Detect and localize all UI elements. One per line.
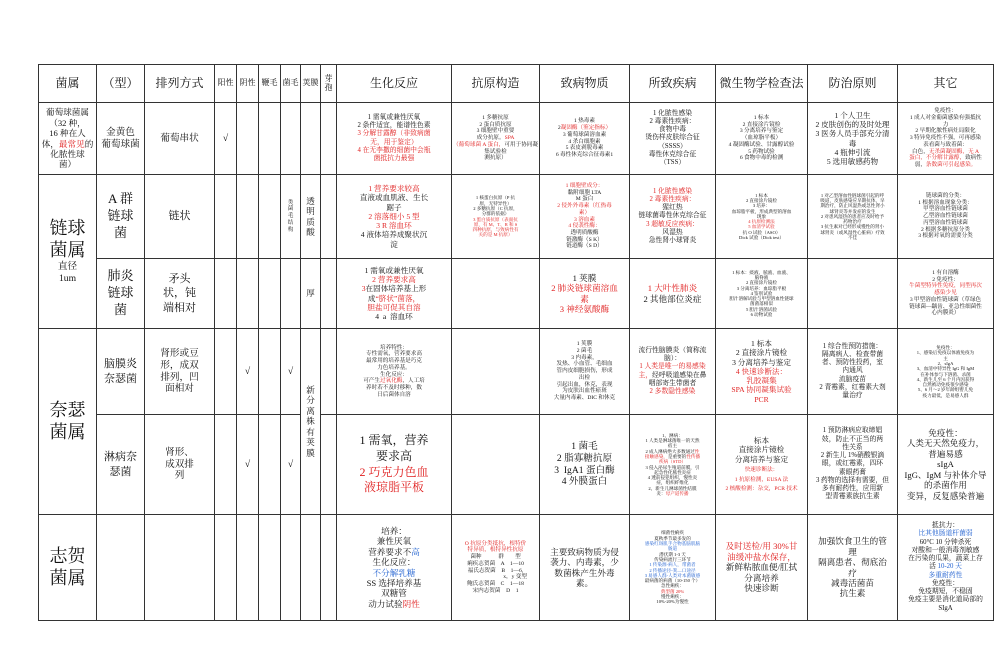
strep-a-disease: 1 化脓性感染 2 毒素性疾病： 猩红热 链球菌毒性休克综合征 3 超敏反应疾病： 风湿热 急性肾小球肾炎 <box>630 175 716 259</box>
staph-lab: 1 标本 2 直接涂片镜检 3 分离培养与鉴定 （血琼脂平板） 4 凝固酶试验、甘露醇试验 5 药物试验 6 食物中毒的检测 <box>716 103 808 175</box>
neis-gon-pili: √ <box>281 415 301 515</box>
strep-a-pili: 类 菌 毛 结 构 <box>281 175 301 259</box>
h-spore: 芽孢 <box>321 65 337 103</box>
staph-type: 金黄色 葡萄球菌 <box>97 103 145 175</box>
h-genus: 菌属 <box>39 65 97 103</box>
strep-pneu-other: 1 有自溶酶 2 免疫性： 牛菌型特异性免疫，同型再次 感染少见 3 甲型溶血性链球菌（草绿色 链球菌—龋齿、亚急性细菌性 心内膜炎） <box>898 259 994 329</box>
neis-men-arrangement: 肾形或豆 形，成双 排列，凹 面相对 <box>145 329 215 415</box>
neis-genus: 奈瑟 菌属 <box>39 329 97 515</box>
neis-gon-negative: √ <box>237 415 259 515</box>
shig-prevention: 加强饮食卫生的管 理 隔离患者、彻底治 疗 减毒活菌苗 抗生素 <box>808 515 898 621</box>
neis-men-pathogenic: 1 荚膜 2 菌毛 3 内毒素， 发热、小血管、毛细血 管内皮细胞损伤，形成 出检 引起出血，休克，表现 为皮肤出血性瘀斑 大量内毒素、DIC 和休克 <box>540 329 630 415</box>
h-pili: 菌毛 <box>281 65 301 103</box>
strep-pneu-type: 肺炎 链球 菌 <box>97 259 145 329</box>
shig-genus: 志贺 菌属 <box>39 515 97 621</box>
h-negative: 阴性 <box>237 65 259 103</box>
h-disease: 所致疾病 <box>630 65 716 103</box>
neis-gon-lab: 标本 直接涂片镜检 分离培养与鉴定 快速诊断法： 1 抗原检测，EUSA 法 2 核酸检测：杂交，PCR 技术 <box>716 415 808 515</box>
neis-gon-prevention: 1 预防淋病应取缔娼 妓，防止不正当的两 性关系 2 新生儿 1%硝酸银滴 眼，或红霉素，四环 素眼药膏 3 药物的选择有需要，但 多有耐药性，应用新 型青霉素族抗生素 <box>808 415 898 515</box>
staph-antigen: 1 多糖抗原 2 蛋白质抗原 3 细胞壁中重要 成分抗原。SPA （葡萄球菌 A 蛋白，可用于协同凝集试验检 测抗原） <box>452 103 540 175</box>
row-shigella <box>39 515 994 621</box>
h-biochem: 生化反应 <box>337 65 452 103</box>
strep-genus: 链球 菌属 直径 1um <box>39 175 97 329</box>
staph-pathogenic: 1 热毒素 2凝固酶（鉴定指标） 3 葡萄球菌溶血素 4 杀白细胞素 5 表皮剥脱毒素 6 毒性休克综合征毒素1 <box>540 103 630 175</box>
neis-men-disease: 流行性脑膜炎（简称流 脑）： 1 人类是唯一的易感染 主，经呼吸道感染在鼻 咽部寄生带菌者 2 多数隐性感染 <box>630 329 716 415</box>
staph-biochem: 1 需氧或兼性厌氧 2 条件适宜，能谱性色素 3 分解甘露醇（非致病菌 无，用于鉴定） 4 在无李撒的细菌中会瓶 菌抵抗力最强 <box>337 103 452 175</box>
row-neis-gon <box>39 415 994 515</box>
neis-gon-other: 免疫性： 人类无天然免疫力， 普遍易感 sIgA IgG、IgM 与补体介导 的杀菌作用 变异，反复感染普遍 <box>898 415 994 515</box>
h-prevention: 防治原则 <box>808 65 898 103</box>
strep-a-pathogenic: 1 细胞壁成分： 黏附细胞 LTA M 蛋白 2 侵外外毒素（红热毒 素） 3 溶血素 4 侵袭性酶： 透明质酸酶 链激酶（S K） 链道酶（S D） <box>540 175 630 259</box>
neis-gon-arrangement: 肾形、 成双排 列 <box>145 415 215 515</box>
h-positive: 阳性 <box>215 65 237 103</box>
shig-antigen: O 抗原分类抵抗，根特价 特异质，根特异性抗原 菌种 群 型 痢疾志贺菌 A 1—10 福氏志贺菌 B 1—6, x，y 变型 鲍氏志贺菌 C 1—18 宋内志贺菌 D 1 <box>452 515 540 621</box>
h-other: 其它 <box>898 65 994 103</box>
neis-capsule-note: 新 分 离 株 有 荚 膜 <box>301 329 321 515</box>
strep-pneu-disease: 1 大叶性肺炎 2 其他部位炎症 <box>630 259 716 329</box>
staph-positive: √ <box>215 103 237 175</box>
bacteria-table <box>38 64 994 621</box>
shig-other: 抵抗力： 比其他肠道杆菌弱 60°C 10 分钟杀死 对酸和一般消毒剂敏感 在污染的瓜果，蔬菜上存 活 10-20 天 多重耐药性 免疫性： 免疫期短，不稳固 免疫主要是消化道局部的 SIgA <box>898 515 994 621</box>
shig-disease: 细菌性痢疾 夏秋季节最多发的 感染红斑肌手合物基脑肌脑 肠道 潜伏期 1-3 天 传染病流行三环节 1 传染源-病人，带菌者 2 传播途径-粪—口途径 3 易感人群-人类对本菌敏感 最病菌的病菌（10-150 个） 急性痢疾： 典型菌 20% 慢性痢疾： 10%-20%为慢性 <box>630 515 716 621</box>
strep-a-other: 链球菌的分类： 1 根据溶血现象分类： 甲型溶血性链球菌 乙型溶血性链球菌 丙型溶血性链球菌 2 根据多糖抗原分类 3 根据对氧的需要分类 <box>898 175 994 259</box>
row-staph <box>39 103 994 175</box>
h-antigen: 抗原构造 <box>452 65 540 103</box>
neis-men-type: 脑膜炎 奈瑟菌 <box>97 329 145 415</box>
h-arrangement: 排列方式 <box>145 65 215 103</box>
shig-pathogenic: 主要致病物质为侵 袭力、内毒素，少 数菌株产生外毒 素。 <box>540 515 630 621</box>
strep-a-lab: 1 标本 2 直接涂片镜检 3 培养： 血琼脂平板，形成典型的溶血 现象 4 抗原检测法 5 血清学试验 抗 O 试验（ASO） Dick 试验（Dick test） <box>716 175 808 259</box>
strep-pneu-capsule: 厚 <box>301 259 321 329</box>
h-flagella: 鞭毛 <box>259 65 281 103</box>
neis-men-biochem: 培养特性： 专性需氧，营养要求高 最常用的培养基是巧克 力色培养基。 生化反应： 可产生过氧化酶，人工培 养时若不及时移种，数 日后菌体自溶 <box>337 329 452 415</box>
neis-men-prevention: 1 综合性预防措施： 隔离病人、检查带菌 者、预防性投药，室 内通风 流脑疫苗 2 青霉素，红霉素大剂 量治疗 <box>808 329 898 415</box>
neis-men-negative: √ <box>237 329 259 415</box>
strep-pneu-arrangement: 矛头 状，钝 端相对 <box>145 259 215 329</box>
staph-prevention: 1 个人卫生 2 皮肤创伤的及时处理 3 医务人员手部充分清 毒 4 瓶伸引流 5 选用敏感药物 <box>808 103 898 175</box>
neis-gon-biochem: 1 需氧，营养 要求高 2 巧克力色血 液琼脂平板 <box>337 415 452 515</box>
h-capsule: 荚膜 <box>301 65 321 103</box>
row-neis-men <box>39 329 994 415</box>
neis-men-pili: √ <box>281 329 301 415</box>
strep-a-prevention: 1 对乙型溶血性链球菌引起的呼 吸道，皮肤感染应早期抗体，早 期治疗，防止风湿热或急性肾小 球肾炎等并发症的发生 2 对患风湿热的患者应及时给予 药物治疗 3 抗生素对已经形成慢性的肾小 球肾炎（或风湿性心脏病）疗效 不佳 <box>808 175 898 259</box>
row-strep-pneu <box>39 259 994 329</box>
strep-pneu-biochem: 1 需氧或兼性厌氧 2 营养要求高 3在固体培养基上形 成“脐状”菌落， 胆盐可促其自溶 4 ​ a ​ 溶血环 <box>337 259 452 329</box>
strep-pneu-lab: 1 标本：痰液、脓液、血液、 脑脊液 2 直接涂片镜检 3 分离培养：血琼脂平板 4 鉴别试验 胆汁溶解试验与甲型溶血性链球 菌菌落相似 5 胆汁溶菌试验 6 动物试验 <box>716 259 808 329</box>
shig-lab: 及时送检/用 30%甘 油缓冲盐水保存， 新鲜粘脓血便/肛拭 分离培养 快速诊断 <box>716 515 808 621</box>
staph-genus: 葡萄球菌属 （32 种， 16 种在人 体，最常见的化脓性球 菌） <box>39 103 97 175</box>
strep-a-antigen: 1 核蛋白抗原（P 抗 原，无特异性） 2 多糖抗原（C 抗原， 分群的依据） 3 蛋白质抗原（表面抗 原，有 M、T、R 和 S 四种抗原，与致病性有 关的是 M 抗原） <box>452 175 540 259</box>
strep-a-arrangement: 链状 <box>145 175 215 259</box>
row-strep-a <box>39 175 994 259</box>
staph-disease: 1 化脓性感染 2 毒素性疾病： 食物中毒 烫伤样皮肤综合征 （SSSS） 毒性休克综合征 （TSS） <box>630 103 716 175</box>
neis-gon-pathogenic: 1 菌毛 2 脂寡糖抗原 3 ​ IgA1 蛋白酶 4 外膜蛋白 <box>540 415 630 515</box>
h-type: （型） <box>97 65 145 103</box>
strep-a-biochem: 1 营养要求较高 直液或血肌液、生长 踞子 2 溶落细小 5 型 3 R 溶血环 4 液体培养成聚状沉 淀 <box>337 175 452 259</box>
strep-pneu-pathogenic: 1 荚膜 2 肺炎链球菌溶血 素 3 神经氨酸酶 <box>540 259 630 329</box>
h-pathogenic: 致病物质 <box>540 65 630 103</box>
header-row <box>39 65 994 103</box>
shig-biochem: 培养： 兼性厌氧 营养要求不高 生化反应： 不分解乳糖 SS 选择培养基 双糖管 动力试验阴性 <box>337 515 452 621</box>
page <box>38 64 994 621</box>
neis-gon-disease: 1、淋病： 1 人类是淋球菌唯一的天然 宿主 2 成人淋病绝大多数通过性 接触感染，是重要的性传播 疾病（STD） 3 侵入泌尿生殖道前膜，引 起急性化脓性炎症 4 透前侵犯组织，慢性炎 症，组织纤维化 2、新生儿淋球菌性结膜 炎：母产道传播 <box>630 415 716 515</box>
strep-a-type: A 群 链球 菌 <box>97 175 145 259</box>
neis-men-lab: 1 标本 2 直接涂片镜检 3 分离培养与鉴定 4 快速诊断法： 乳胶凝集 SPA 协同凝集试验 PCR <box>716 329 808 415</box>
neis-men-other: 免疫性： 1、感染后免疫以体液免疫为 主 2、sIgA 3、血清中特异性 IgG 和 IgM 在补体参与下溶菌、杀菌 4、新生儿至 6 个月内因获得 自然被动免疫很少感染 5、6 月～2 岁年龄组婴儿免 疫力最低，是易感人群 <box>898 329 994 415</box>
h-lab: 微生物学检查法 <box>716 65 808 103</box>
staph-other: 免疫性： 1 成人对金葡菌感染有强抵抗 力 2 早期化脓性病灶局限化 3 特异免疫性不强，可再感染 表看菌与致着菌： 白色，无杀菌凝固酶，无 A 蛋白，不分解甘露醇，致病性 弱，条数菌可引起感染。 <box>898 103 994 175</box>
staph-arrangement: 葡萄串状 <box>145 103 215 175</box>
strep-a-capsule: 透 明 质 酸 <box>301 175 321 259</box>
neis-gon-type: 淋病奈 瑟菌 <box>97 415 145 515</box>
